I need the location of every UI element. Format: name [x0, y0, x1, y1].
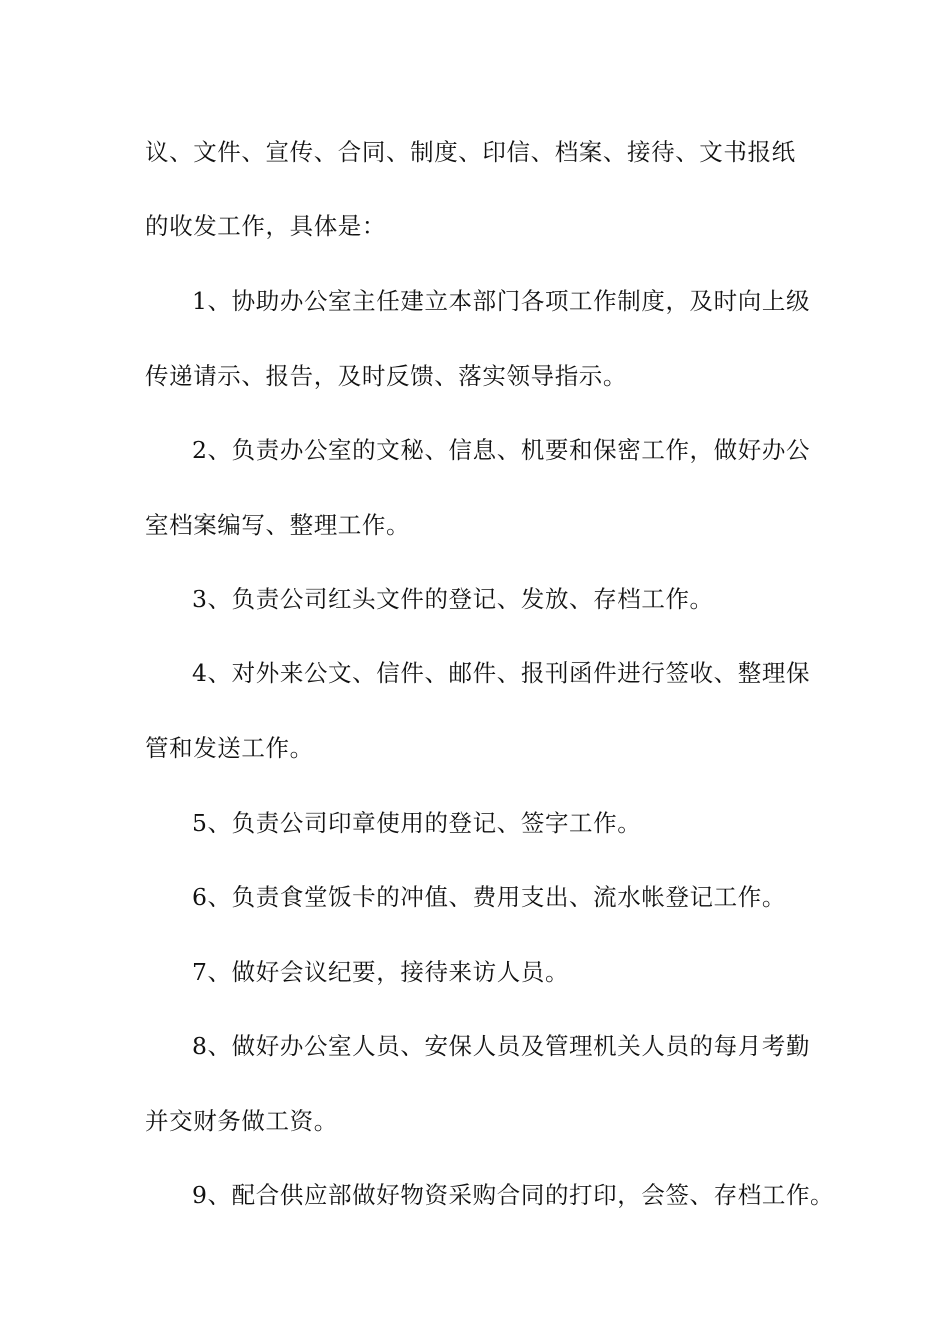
- list-item-4-line-2: 管和发送工作。: [145, 734, 314, 762]
- list-item-2-line-2: 室档案编写、整理工作。: [145, 511, 411, 539]
- list-item-5: 5、负责公司印章使用的登记、签字工作。: [192, 809, 642, 837]
- list-item-9: 9、配合供应部做好物资采购合同的打印，会签、存档工作。: [192, 1181, 835, 1209]
- list-item-4-line-1: 4、对外来公文、信件、邮件、报刊函件进行签收、整理保: [192, 659, 811, 687]
- list-item-8-line-1: 8、做好办公室人员、安保人员及管理机关人员的每月考勤: [192, 1032, 811, 1060]
- list-item-8-line-2: 并交财务做工资。: [145, 1107, 338, 1135]
- list-item-6: 6、负责食堂饭卡的冲值、费用支出、流水帐登记工作。: [192, 883, 786, 911]
- list-item-7: 7、做好会议纪要，接待来访人员。: [192, 958, 570, 986]
- list-item-1-line-2: 传递请示、报告，及时反馈、落实领导指示。: [145, 362, 627, 390]
- text-line-2: 的收发工作，具体是：: [145, 212, 386, 240]
- list-item-2-line-1: 2、负责办公室的文秘、信息、机要和保密工作，做好办公: [192, 436, 811, 464]
- list-item-3: 3、负责公司红头文件的登记、发放、存档工作。: [192, 585, 714, 613]
- list-item-1-line-1: 1、协助办公室主任建立本部门各项工作制度，及时向上级: [192, 287, 811, 315]
- text-line-1: 议、文件、宣传、合同、制度、印信、档案、接待、文书报纸: [145, 138, 796, 166]
